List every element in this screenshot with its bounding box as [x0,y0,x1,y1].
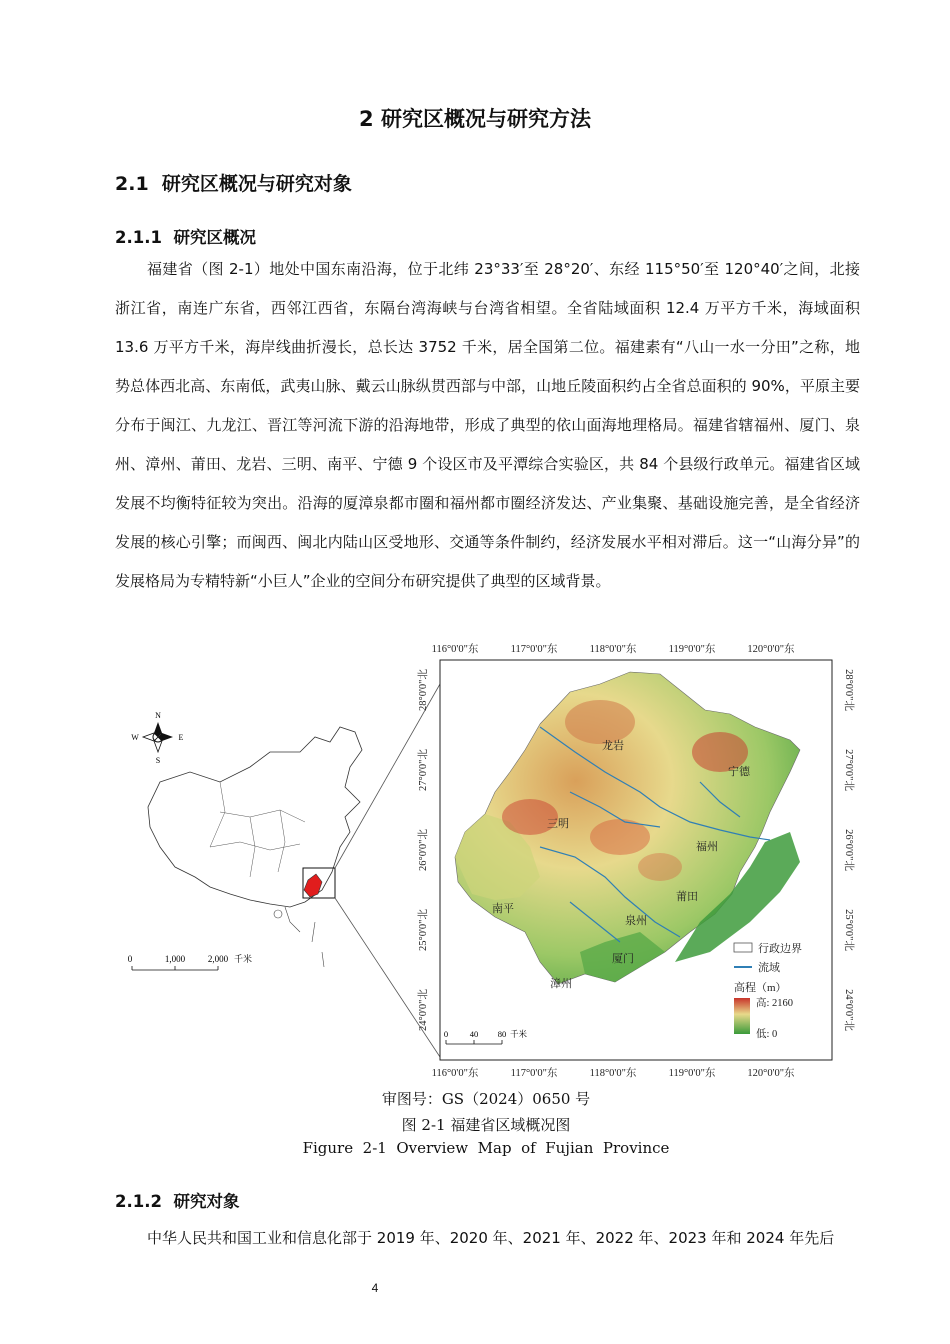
main-scale-0: 0 [443,1029,449,1039]
paragraph-study-area: 福建省（图 2-1）地处中国东南沿海，位于北纬 23°33′至 28°20′、东经 115°50′至 120°40′之间，北接浙江省，南连广东省，西邻江西省，东隔台湾海峡与台湾省相望。全省陆域面积 12.4 万平方千米，海域面积 13.6 万平方千米，海岸线曲折漫长，总长达 3752 千米，居全国第二位。福建素有“八山一水一分田”之称，地势总体西北高、东南低，武夷山脉、戴云山脉纵贯西部与中部，山地丘陵面积约占全省总面积的 90%，平原主要分布于闽江、九龙江、晋江等河流下游的沿海地带，形成了典型的依山面海地理格局。福建省辖福州、厦门、泉州、漳州、莆田、龙岩、三明、南平、宁德 9 个设区市及平潭综合实验区，共 84 个县级行政单元。福建省区域发展不均衡特征较为突出。沿海的厦漳泉都市圈和福州都市圈经济发达、产业集聚、基础设施完善，是全省经济发展的核心引擎；而闽西、闽北内陆山区受地形、交通等条件制约，经济发展水平相对滞后。这一“山海分异”的发展格局为专精特新“小巨人”企业的空间分布研究提供了典型的区域背景。 [115,260,860,590]
compass-s: S [155,756,161,765]
lon-top-119: 119°0'0"东 [668,644,716,655]
chapter-title: 2 研究区概况与研究方法 [359,107,591,131]
elevation-color-ramp [734,998,750,1034]
legend-admin-boundary: 行政边界 [758,943,802,955]
lon-bottom-120: 120°0'0"东 [747,1068,795,1079]
lon-top-116: 116°0'0"东 [431,644,479,655]
city-longyan: 龙岩 [602,740,624,752]
city-ningde: 宁德 [728,766,750,778]
city-sanming: 三明 [547,818,569,830]
subsection-heading-2 [115,1188,239,1212]
inset-scale-unit: 千米 [234,954,253,964]
lon-top-117: 117°0'0"东 [510,644,558,655]
lon-bottom-117: 117°0'0"东 [510,1068,558,1079]
lon-top-120: 120°0'0"东 [747,644,795,655]
subsection-heading-1 [115,224,256,248]
lat-left-28: 28°0'0"北 [418,669,429,711]
city-fuzhou: 福州 [696,841,718,853]
subsection-title: 研究对象 [173,1192,240,1211]
inset-scale-0: 0 [127,954,133,964]
lon-top-118: 118°0'0"东 [589,644,637,655]
inset-scale-bar [128,953,252,970]
inset-china-map [148,727,362,967]
page-number: 4 [371,1281,379,1295]
lat-left-26: 26°0'0"北 [418,829,429,871]
city-nanping: 南平 [492,903,514,915]
figure-caption-en: Figure 2-1 Overview Map of Fujian Province [302,1139,670,1157]
lat-right-26: 26°0'0"北 [843,829,854,871]
figure-caption-cn: 图 2-1 福建省区域概况图 [401,1116,571,1134]
lat-left-25: 25°0'0"北 [418,909,429,951]
legend-river: 流域 [758,962,780,974]
lat-right-28: 28°0'0"北 [843,669,854,711]
lon-bottom-118: 118°0'0"东 [589,1068,637,1079]
subsection-number: 2.1.2 [115,1192,162,1211]
main-scale-unit: 千米 [510,1029,528,1039]
main-scale-80: 80 [497,1029,507,1039]
compass-e: E [178,733,184,742]
section-title: 研究区概况与研究对象 [161,173,352,195]
lon-bottom-116: 116°0'0"东 [431,1068,479,1079]
figure-fujian-overview [100,632,870,1082]
city-xiamen: 厦门 [612,953,634,965]
paragraph-research-object: 中华人民共和国工业和信息化部于 2019 年、2020 年、2021 年、2022 年、2023 年和 2024 年先后 [147,1229,835,1247]
map-approval-number: 审图号：GS（2024）0650 号 [381,1090,591,1108]
city-putian: 莆田 [676,891,698,903]
inset-scale-1000: 1,000 [164,954,186,964]
main-scale-40: 40 [469,1029,479,1039]
lat-right-27: 27°0'0"北 [843,749,854,791]
lat-left-27: 27°0'0"北 [418,749,429,791]
city-quanzhou: 泉州 [625,915,647,927]
legend-elevation-title: 高程（m） [734,982,787,994]
legend-high: 高: 2160 [756,998,794,1009]
compass-rose-icon [131,711,183,765]
subsection-number: 2.1.1 [115,228,162,247]
city-zhangzhou: 漳州 [550,978,572,990]
lat-right-25: 25°0'0"北 [843,909,854,951]
lat-left-24: 24°0'0"北 [418,989,429,1031]
lon-bottom-119: 119°0'0"东 [668,1068,716,1079]
inset-scale-2000: 2,000 [207,954,229,964]
section-heading [115,169,352,196]
compass-n: N [155,711,161,720]
lat-right-24: 24°0'0"北 [843,989,854,1031]
compass-w: W [131,733,139,742]
legend-low: 低: 0 [756,1029,778,1040]
subsection-title: 研究区概况 [173,228,256,247]
section-number: 2.1 [115,173,149,195]
